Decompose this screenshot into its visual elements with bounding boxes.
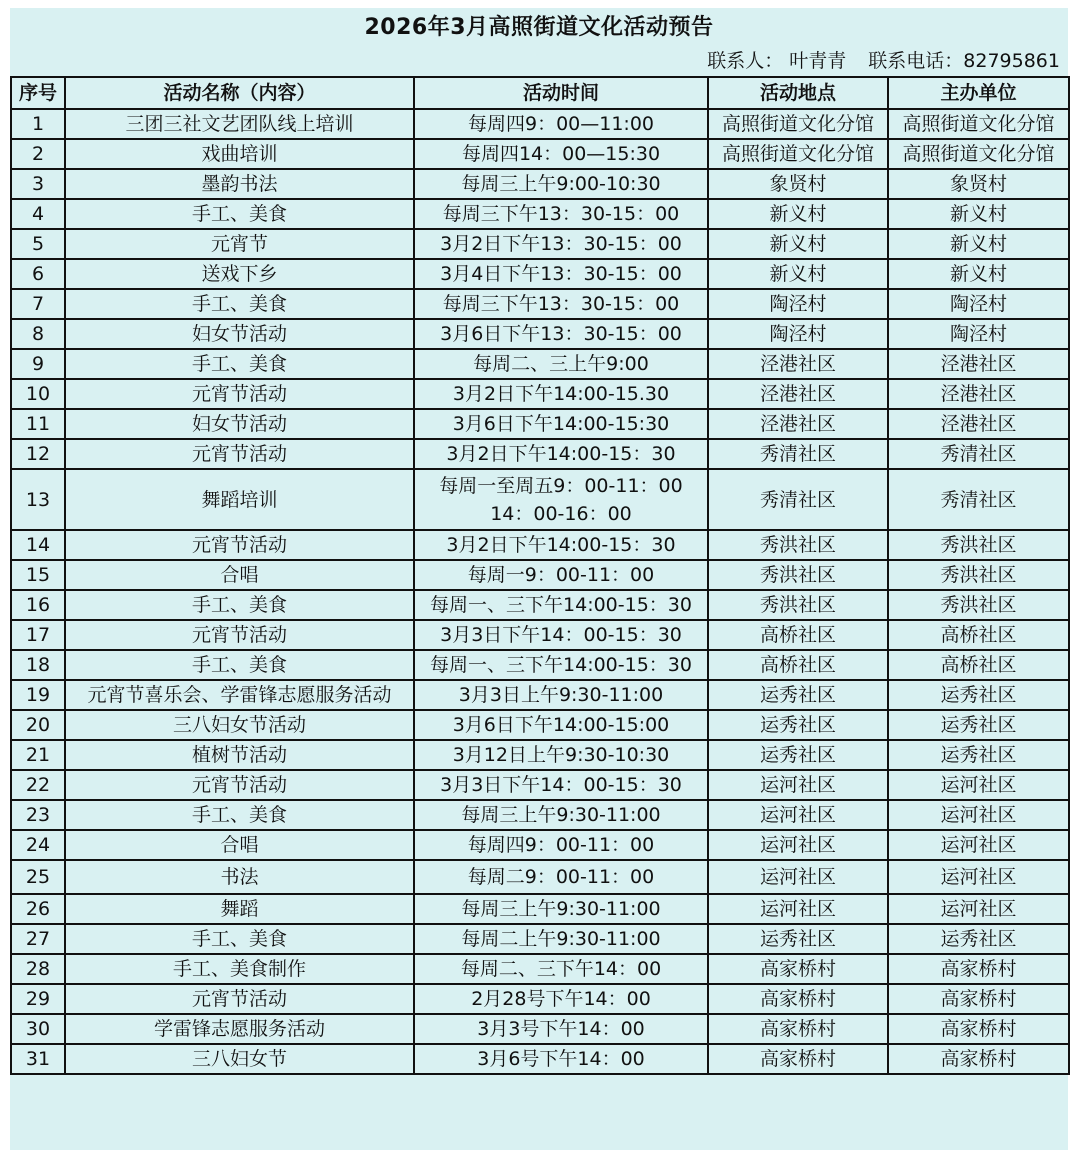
table-row bbox=[11, 894, 1069, 924]
cell-time-line: 3月12日上午9:30-10:30 bbox=[452, 744, 670, 766]
cell-host: 高桥社区 bbox=[888, 620, 1069, 650]
cell-host: 象贤村 bbox=[888, 169, 1069, 199]
cell-name: 送戏下乡 bbox=[65, 259, 414, 289]
table-row bbox=[11, 770, 1069, 800]
cell-name: 元宵节活动 bbox=[65, 379, 414, 409]
cell-no: 22 bbox=[11, 770, 65, 800]
cell-place: 运河社区 bbox=[708, 860, 888, 894]
cell-place: 运秀社区 bbox=[708, 710, 888, 740]
header-time: 活动时间 bbox=[414, 77, 708, 109]
cell-place: 高桥社区 bbox=[708, 620, 888, 650]
cell-time bbox=[414, 109, 708, 139]
cell-place: 高桥社区 bbox=[708, 650, 888, 680]
cell-time-line: 3月3日下午14：00-15：30 bbox=[440, 774, 682, 796]
cell-name: 手工、美食 bbox=[65, 289, 414, 319]
cell-name: 妇女节活动 bbox=[65, 319, 414, 349]
contact-phone: 联系电话：82795861 bbox=[868, 50, 1060, 72]
cell-host: 泾港社区 bbox=[888, 409, 1069, 439]
cell-name: 元宵节活动 bbox=[65, 530, 414, 560]
cell-host: 运秀社区 bbox=[888, 924, 1069, 954]
cell-no: 18 bbox=[11, 650, 65, 680]
cell-place: 泾港社区 bbox=[708, 349, 888, 379]
cell-name: 合唱 bbox=[65, 830, 414, 860]
cell-no: 7 bbox=[11, 289, 65, 319]
table-row bbox=[11, 319, 1069, 349]
table-row bbox=[11, 710, 1069, 740]
cell-host: 高家桥村 bbox=[888, 1044, 1069, 1074]
cell-place: 运河社区 bbox=[708, 830, 888, 860]
table-row bbox=[11, 530, 1069, 560]
cell-name: 手工、美食 bbox=[65, 650, 414, 680]
table-row bbox=[11, 169, 1069, 199]
cell-name: 合唱 bbox=[65, 560, 414, 590]
cell-host: 运秀社区 bbox=[888, 680, 1069, 710]
cell-host: 高照街道文化分馆 bbox=[888, 109, 1069, 139]
cell-no: 28 bbox=[11, 954, 65, 984]
cell-host: 高家桥村 bbox=[888, 954, 1069, 984]
header-name: 活动名称（内容） bbox=[65, 77, 414, 109]
cell-time bbox=[414, 860, 708, 894]
table-row bbox=[11, 1014, 1069, 1044]
cell-no: 30 bbox=[11, 1014, 65, 1044]
cell-place: 秀洪社区 bbox=[708, 590, 888, 620]
cell-time bbox=[414, 409, 708, 439]
cell-no: 17 bbox=[11, 620, 65, 650]
header-place: 活动地点 bbox=[708, 77, 888, 109]
table-row bbox=[11, 954, 1069, 984]
cell-place: 运秀社区 bbox=[708, 680, 888, 710]
cell-time bbox=[414, 894, 708, 924]
cell-time-line: 3月3日下午14：00-15：30 bbox=[440, 624, 682, 646]
cell-time bbox=[414, 469, 708, 530]
cell-host: 陶泾村 bbox=[888, 319, 1069, 349]
cell-time bbox=[414, 710, 708, 740]
page-title: 2026年3月高照街道文化活动预告 bbox=[364, 15, 714, 40]
cell-time bbox=[414, 1014, 708, 1044]
activity-table bbox=[10, 76, 1070, 1075]
cell-no: 26 bbox=[11, 894, 65, 924]
cell-no: 5 bbox=[11, 229, 65, 259]
cell-time-line: 3月3日上午9:30-11:00 bbox=[458, 684, 664, 706]
table-row bbox=[11, 740, 1069, 770]
cell-place: 运秀社区 bbox=[708, 740, 888, 770]
cell-time bbox=[414, 319, 708, 349]
cell-no: 11 bbox=[11, 409, 65, 439]
cell-place: 运河社区 bbox=[708, 770, 888, 800]
cell-time bbox=[414, 590, 708, 620]
cell-no: 16 bbox=[11, 590, 65, 620]
cell-place: 高照街道文化分馆 bbox=[708, 109, 888, 139]
header-no: 序号 bbox=[11, 77, 65, 109]
cell-name: 手工、美食 bbox=[65, 800, 414, 830]
table-row bbox=[11, 620, 1069, 650]
cell-host: 秀洪社区 bbox=[888, 590, 1069, 620]
cell-time-line: 14：00-16：00 bbox=[490, 502, 632, 525]
cell-time-line: 3月6号下午14：00 bbox=[477, 1048, 645, 1070]
table-row bbox=[11, 289, 1069, 319]
cell-no: 14 bbox=[11, 530, 65, 560]
cell-name: 元宵节喜乐会、学雷锋志愿服务活动 bbox=[65, 680, 414, 710]
cell-no: 12 bbox=[11, 439, 65, 469]
cell-host: 秀洪社区 bbox=[888, 530, 1069, 560]
cell-time-line: 3月2日下午13：30-15：00 bbox=[440, 233, 682, 255]
cell-time-line: 3月6日下午14:00-15:00 bbox=[452, 714, 670, 736]
cell-time bbox=[414, 560, 708, 590]
cell-no: 1 bbox=[11, 109, 65, 139]
cell-no: 25 bbox=[11, 860, 65, 894]
cell-time bbox=[414, 620, 708, 650]
cell-no: 15 bbox=[11, 560, 65, 590]
cell-no: 3 bbox=[11, 169, 65, 199]
cell-time bbox=[414, 954, 708, 984]
cell-place: 新义村 bbox=[708, 229, 888, 259]
cell-time bbox=[414, 984, 708, 1014]
cell-place: 高家桥村 bbox=[708, 954, 888, 984]
cell-time bbox=[414, 770, 708, 800]
contact-person: 联系人： 叶青青 bbox=[707, 50, 847, 72]
cell-place: 运河社区 bbox=[708, 800, 888, 830]
cell-time bbox=[414, 1044, 708, 1074]
table-row bbox=[11, 139, 1069, 169]
header-host: 主办单位 bbox=[888, 77, 1069, 109]
table-row bbox=[11, 830, 1069, 860]
cell-host: 泾港社区 bbox=[888, 349, 1069, 379]
cell-time-line: 每周二、三上午9:00 bbox=[473, 353, 649, 375]
cell-place: 高家桥村 bbox=[708, 1044, 888, 1074]
cell-host: 新义村 bbox=[888, 229, 1069, 259]
cell-name: 元宵节活动 bbox=[65, 620, 414, 650]
cell-time-line: 2月28号下午14：00 bbox=[471, 988, 651, 1010]
cell-time-line: 3月2日下午14:00-15.30 bbox=[452, 383, 670, 405]
table-row bbox=[11, 349, 1069, 379]
cell-no: 24 bbox=[11, 830, 65, 860]
cell-host: 新义村 bbox=[888, 199, 1069, 229]
table-row bbox=[11, 229, 1069, 259]
cell-name: 植树节活动 bbox=[65, 740, 414, 770]
cell-host: 新义村 bbox=[888, 259, 1069, 289]
cell-time bbox=[414, 199, 708, 229]
cell-time bbox=[414, 289, 708, 319]
cell-time bbox=[414, 800, 708, 830]
cell-no: 20 bbox=[11, 710, 65, 740]
cell-name: 舞蹈 bbox=[65, 894, 414, 924]
cell-time-line: 每周四9：00—11:00 bbox=[467, 113, 655, 135]
cell-place: 陶泾村 bbox=[708, 319, 888, 349]
cell-place: 陶泾村 bbox=[708, 289, 888, 319]
cell-host: 高家桥村 bbox=[888, 984, 1069, 1014]
cell-name: 舞蹈培训 bbox=[65, 469, 414, 530]
cell-time-line: 3月2日下午14:00-15：30 bbox=[446, 443, 676, 465]
table-row bbox=[11, 984, 1069, 1014]
cell-name: 元宵节 bbox=[65, 229, 414, 259]
cell-time bbox=[414, 229, 708, 259]
cell-name: 元宵节活动 bbox=[65, 770, 414, 800]
cell-name: 元宵节活动 bbox=[65, 984, 414, 1014]
cell-no: 27 bbox=[11, 924, 65, 954]
cell-no: 4 bbox=[11, 199, 65, 229]
cell-time-line: 每周三上午9:30-11:00 bbox=[461, 898, 661, 920]
cell-place: 运秀社区 bbox=[708, 924, 888, 954]
cell-no: 23 bbox=[11, 800, 65, 830]
cell-time-line: 3月2日下午14:00-15：30 bbox=[446, 534, 676, 556]
cell-name: 书法 bbox=[65, 860, 414, 894]
cell-name: 三八妇女节活动 bbox=[65, 710, 414, 740]
cell-place: 泾港社区 bbox=[708, 409, 888, 439]
cell-host: 运秀社区 bbox=[888, 710, 1069, 740]
cell-time-line: 每周三下午13：30-15：00 bbox=[442, 203, 680, 225]
cell-host: 秀清社区 bbox=[888, 439, 1069, 469]
cell-name: 元宵节活动 bbox=[65, 439, 414, 469]
cell-host: 泾港社区 bbox=[888, 379, 1069, 409]
cell-host: 运河社区 bbox=[888, 770, 1069, 800]
cell-name: 三团三社文艺团队线上培训 bbox=[65, 109, 414, 139]
cell-host: 运河社区 bbox=[888, 830, 1069, 860]
table-row bbox=[11, 199, 1069, 229]
cell-host: 运河社区 bbox=[888, 894, 1069, 924]
cell-time bbox=[414, 439, 708, 469]
cell-place: 泾港社区 bbox=[708, 379, 888, 409]
cell-time bbox=[414, 650, 708, 680]
cell-time bbox=[414, 530, 708, 560]
cell-name: 手工、美食 bbox=[65, 590, 414, 620]
table-row bbox=[11, 109, 1069, 139]
table-header-row bbox=[11, 77, 1069, 109]
cell-no: 31 bbox=[11, 1044, 65, 1074]
table-row bbox=[11, 924, 1069, 954]
cell-name: 手工、美食 bbox=[65, 924, 414, 954]
cell-time bbox=[414, 740, 708, 770]
cell-time-line: 每周四9：00-11：00 bbox=[467, 834, 655, 856]
cell-no: 6 bbox=[11, 259, 65, 289]
cell-host: 高桥社区 bbox=[888, 650, 1069, 680]
cell-name: 手工、美食 bbox=[65, 199, 414, 229]
cell-time-line: 每周四14：00—15:30 bbox=[461, 143, 661, 165]
cell-time-line: 每周三上午9:30-11:00 bbox=[461, 804, 661, 826]
cell-time bbox=[414, 139, 708, 169]
cell-no: 2 bbox=[11, 139, 65, 169]
table-row bbox=[11, 439, 1069, 469]
cell-time-line: 每周二上午9:30-11:00 bbox=[461, 928, 661, 950]
cell-place: 秀清社区 bbox=[708, 439, 888, 469]
cell-time-line: 每周二9：00-11：00 bbox=[467, 866, 655, 888]
cell-time bbox=[414, 349, 708, 379]
cell-host: 运河社区 bbox=[888, 860, 1069, 894]
cell-no: 29 bbox=[11, 984, 65, 1014]
cell-host: 陶泾村 bbox=[888, 289, 1069, 319]
cell-place: 高家桥村 bbox=[708, 1014, 888, 1044]
table-row bbox=[11, 560, 1069, 590]
cell-time-line: 每周二、三下午14：00 bbox=[460, 958, 662, 980]
cell-time bbox=[414, 169, 708, 199]
cell-name: 妇女节活动 bbox=[65, 409, 414, 439]
cell-time-line: 3月4日下午13：30-15：00 bbox=[440, 263, 682, 285]
contact-line bbox=[10, 46, 1060, 76]
cell-time bbox=[414, 259, 708, 289]
cell-no: 10 bbox=[11, 379, 65, 409]
cell-time-line: 每周三上午9:00-10:30 bbox=[461, 173, 661, 195]
table-row bbox=[11, 680, 1069, 710]
cell-place: 秀洪社区 bbox=[708, 530, 888, 560]
table-body bbox=[11, 109, 1069, 1074]
cell-place: 秀洪社区 bbox=[708, 560, 888, 590]
cell-time bbox=[414, 379, 708, 409]
cell-time-line: 每周一9：00-11：00 bbox=[467, 564, 655, 586]
cell-host: 运秀社区 bbox=[888, 740, 1069, 770]
cell-host: 高家桥村 bbox=[888, 1014, 1069, 1044]
cell-name: 手工、美食 bbox=[65, 349, 414, 379]
cell-no: 8 bbox=[11, 319, 65, 349]
cell-name: 戏曲培训 bbox=[65, 139, 414, 169]
cell-time-line: 3月3号下午14：00 bbox=[477, 1018, 645, 1040]
cell-host: 秀清社区 bbox=[888, 469, 1069, 530]
cell-no: 9 bbox=[11, 349, 65, 379]
cell-time-line: 每周一至周五9：00-11：00 bbox=[439, 474, 683, 497]
cell-no: 21 bbox=[11, 740, 65, 770]
cell-time-line: 3月6日下午13：30-15：00 bbox=[440, 323, 682, 345]
cell-time-line: 每周一、三下午14:00-15：30 bbox=[430, 654, 692, 676]
cell-place: 新义村 bbox=[708, 199, 888, 229]
table-row bbox=[11, 259, 1069, 289]
cell-time bbox=[414, 830, 708, 860]
cell-name: 三八妇女节 bbox=[65, 1044, 414, 1074]
table-row bbox=[11, 1044, 1069, 1074]
cell-name: 墨韵书法 bbox=[65, 169, 414, 199]
cell-time bbox=[414, 680, 708, 710]
table-row bbox=[11, 800, 1069, 830]
cell-name: 手工、美食制作 bbox=[65, 954, 414, 984]
cell-place: 象贤村 bbox=[708, 169, 888, 199]
cell-time bbox=[414, 924, 708, 954]
cell-place: 秀清社区 bbox=[708, 469, 888, 530]
cell-no: 19 bbox=[11, 680, 65, 710]
cell-place: 新义村 bbox=[708, 259, 888, 289]
cell-place: 高照街道文化分馆 bbox=[708, 139, 888, 169]
cell-place: 高家桥村 bbox=[708, 984, 888, 1014]
cell-host: 高照街道文化分馆 bbox=[888, 139, 1069, 169]
table-row bbox=[11, 650, 1069, 680]
table-row bbox=[11, 590, 1069, 620]
table-row bbox=[11, 409, 1069, 439]
table-row bbox=[11, 379, 1069, 409]
cell-host: 运河社区 bbox=[888, 800, 1069, 830]
cell-no: 13 bbox=[11, 469, 65, 530]
cell-host: 秀洪社区 bbox=[888, 560, 1069, 590]
cell-time-line: 3月6日下午14:00-15:30 bbox=[452, 413, 670, 435]
cell-name: 学雷锋志愿服务活动 bbox=[65, 1014, 414, 1044]
table-row bbox=[11, 469, 1069, 530]
cell-place: 运河社区 bbox=[708, 894, 888, 924]
cell-time-line: 每周三下午13：30-15：00 bbox=[442, 293, 680, 315]
cell-time-line: 每周一、三下午14:00-15：30 bbox=[430, 594, 692, 616]
table-row bbox=[11, 860, 1069, 894]
